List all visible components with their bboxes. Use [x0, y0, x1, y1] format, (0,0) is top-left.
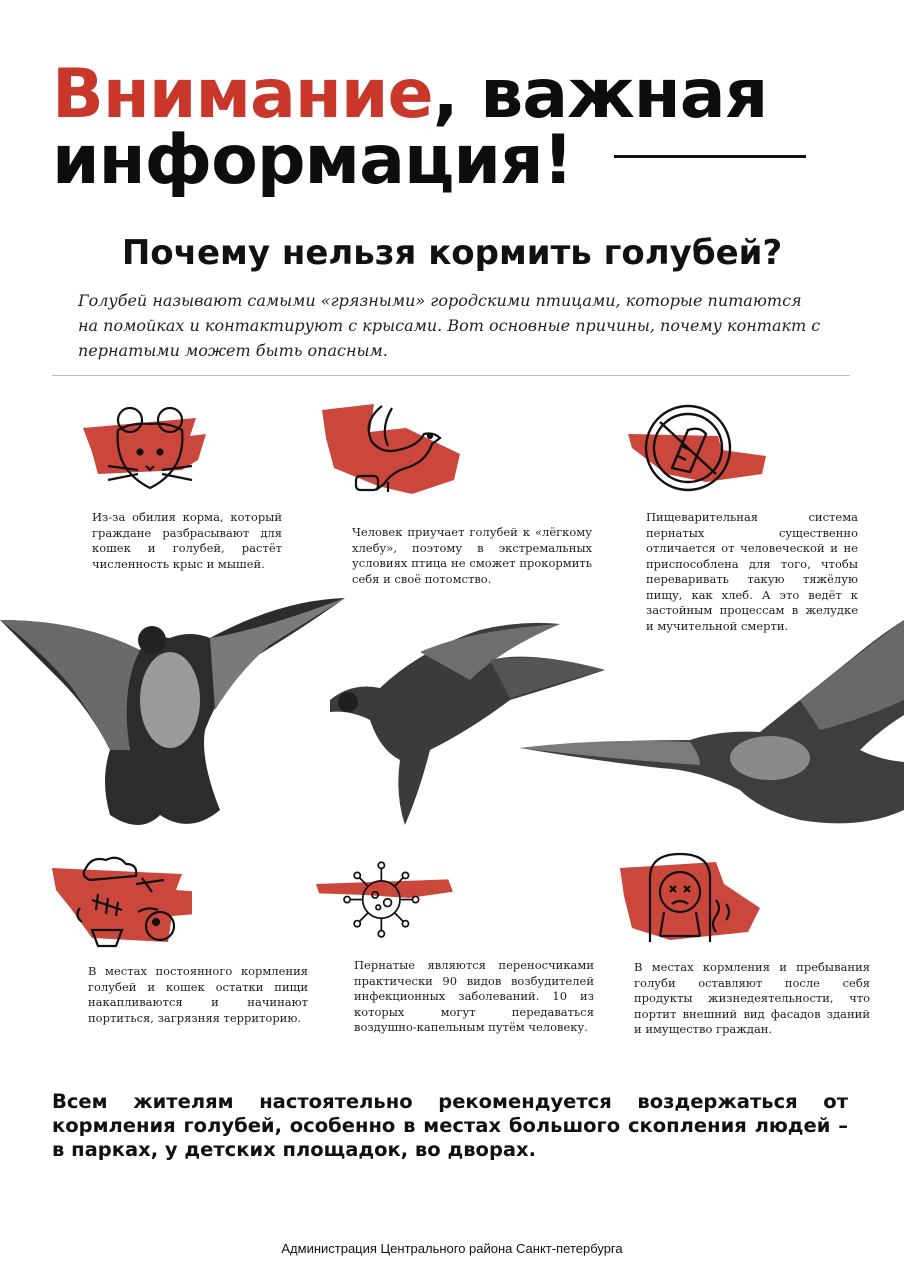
virus-icon [316, 848, 456, 948]
page-title [52, 55, 852, 200]
card-6-text: В местах кормления и пребывания голуби оставляют после себя продукты жизнедеятельности, что портит внешний вид фасадов зданий и имущество граждан. [634, 960, 870, 1036]
pigeons-photo [0, 590, 904, 840]
title-rule [614, 155, 806, 158]
sick-person-icon [620, 848, 760, 948]
card-3-text: Пищеварительная система пернатых существенно отличается от человеческой и не приспособлена для того, чтобы переваривать такую тяжёлую пищу, как хлеб. А это ведёт к застойным процессам в желудке и мучительной смерти. [646, 510, 858, 633]
card-2-text: Человек приучает голубей к «лёгкому хлебу», поэтому в экстремальных условиях птица не сможет прокормить себя и своё потомство. [352, 525, 592, 586]
title-line1-rest: , важная [432, 55, 768, 134]
pigeon-left [0, 598, 345, 825]
garbage-icon [52, 850, 192, 950]
title-line2: информация! [52, 121, 573, 200]
divider [52, 375, 850, 376]
title-accent-word: Внимание [52, 55, 433, 134]
card-5-text: Пернатые являются переносчиками практически 90 видов возбудителей инфекционных заболеваний. 10 из которых могут передаваться воздушно-капельным путём человеку. [354, 958, 594, 1034]
lead-paragraph: Голубей называют самыми «грязными» городскими птицами, которые питаются на помойках и контактируют с крысами. Вот основные причины, почему контакт с пернатыми может быть опасным. [78, 291, 821, 360]
bird-bread-icon [322, 398, 462, 498]
no-bread-icon [626, 400, 766, 500]
footer-text: Администрация Центрального района Санкт-петербурга [281, 1241, 623, 1256]
pigeon-right [520, 620, 904, 823]
card-1-text: Из-за обилия корма, который граждане разбрасывают для кошек и голубей, растёт численность крыс и мышей. [92, 510, 282, 571]
pigeon-middle [330, 623, 605, 825]
rat-icon [78, 400, 218, 500]
closing-statement: Всем жителям настоятельно рекомендуется воздержаться от кормления голубей, особенно в местах большого скопления людей – в парках, у детских площадок, во дворах. [52, 1090, 848, 1161]
subtitle: Почему нельзя кормить голубей? [121, 233, 783, 273]
card-4-text: В местах постоянного кормления голубей и кошек остатки пищи накапливаются и начинают портиться, загрязняя территорию. [88, 964, 308, 1025]
